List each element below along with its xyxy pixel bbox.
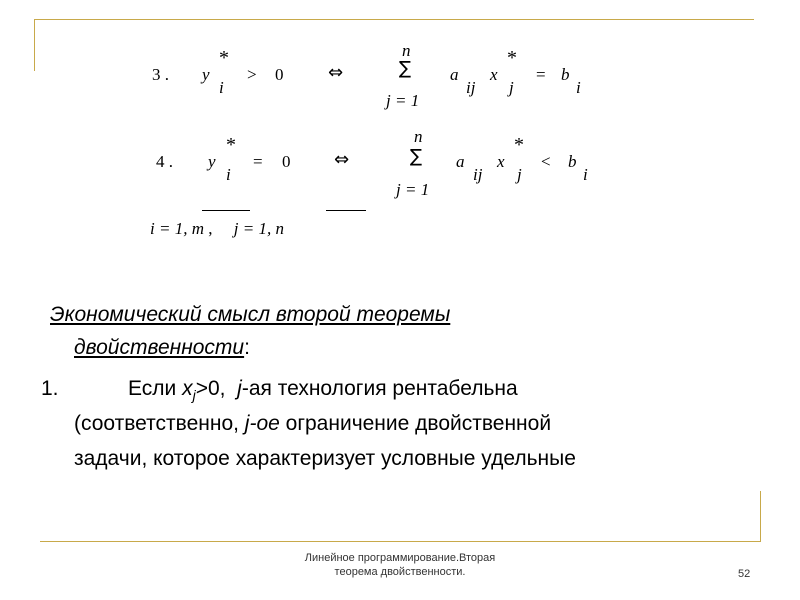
item-x-var: x	[182, 377, 193, 400]
heading-line-1	[50, 302, 450, 327]
eq4-lhs-sup: *	[226, 134, 236, 156]
index-separator: ,	[203, 219, 234, 238]
eq4-b: b	[568, 152, 577, 171]
item-line2-italic: j-ое	[244, 412, 280, 435]
item-x-sub: j	[192, 387, 196, 404]
eq4-b-sub: i	[583, 165, 588, 184]
eq4-sum-bottom: j = 1	[396, 180, 430, 199]
item-line2-post: ограничение двойственной	[279, 412, 552, 435]
eq3-x: x	[490, 65, 498, 84]
i-range-overline	[202, 210, 250, 211]
eq3-rel: =	[536, 65, 546, 84]
eq3-x-sub: j	[509, 78, 514, 97]
heading-text-2: двойственности	[74, 336, 245, 359]
index-i-part: i =	[150, 219, 175, 238]
eq3-b-sub: i	[576, 78, 581, 97]
eq4-op: =	[253, 152, 263, 171]
eq4-sum-symbol: ∑	[410, 146, 423, 167]
item-line2-pre: (соответственно,	[74, 412, 245, 435]
item-j-var: j	[237, 377, 242, 400]
heading-line-2	[74, 335, 250, 360]
eq4-x-sub: j	[517, 165, 522, 184]
eq4-sum-top: n	[414, 127, 423, 146]
eq4-a-sub: ij	[473, 165, 483, 184]
item-line1-mid: >0,	[195, 377, 238, 400]
eq4-x-sup: *	[514, 134, 524, 156]
index-j-part: j =	[233, 219, 259, 238]
footer-title-line-2: теорема двойственности.	[334, 565, 466, 578]
eq4-a: a	[456, 152, 465, 171]
heading-colon: :	[244, 336, 250, 359]
eq3-sum-top: n	[402, 41, 411, 60]
list-item-line-1	[128, 376, 518, 404]
eq3-lhs-sub: i	[219, 78, 224, 97]
eq3-val: 0	[275, 65, 284, 84]
frame-right-line	[760, 491, 761, 542]
eq3-number: 3 .	[152, 65, 169, 84]
eq4-val: 0	[282, 152, 291, 171]
list-item-line-2	[74, 411, 551, 436]
eq3-lhs-var: y	[202, 65, 210, 84]
frame-top-line	[34, 19, 754, 20]
eq4-lhs-sub: i	[226, 165, 231, 184]
eq3-lhs-sup: *	[219, 47, 229, 69]
eq3-a-sub: ij	[466, 78, 476, 97]
item-line1-post: -ая технология рентабельна	[241, 377, 518, 400]
eq3-x-sup: *	[507, 47, 517, 69]
eq3-a: a	[450, 65, 459, 84]
eq3-b: b	[561, 65, 570, 84]
list-item-line-3: задачи, которое характеризует условные удельные	[74, 447, 576, 470]
eq3-sum-bottom: j = 1	[386, 91, 420, 110]
footer-title-line-1: Линейное программирование.Вторая	[304, 552, 496, 564]
eq4-equiv-symbol: ⇔	[334, 149, 350, 170]
eq3-op: >	[247, 65, 257, 84]
eq4-lhs-var: y	[208, 152, 216, 171]
heading-text-1: Экономический смысл второй теоремы	[50, 303, 451, 326]
list-item-number: 1.	[41, 377, 59, 400]
index-j-range: 1, n	[258, 219, 284, 238]
frame-left-line	[34, 19, 35, 71]
eq4-x: x	[497, 152, 505, 171]
frame-bottom-line	[40, 541, 760, 542]
eq3-sum-symbol: ∑	[399, 58, 412, 79]
footer-title	[290, 552, 510, 580]
page-number: 52	[738, 568, 751, 580]
eq4-number: 4 .	[156, 152, 173, 171]
eq4-rel: <	[541, 152, 551, 171]
j-range-overline	[326, 210, 366, 211]
index-i-range: 1, m	[174, 219, 204, 238]
item-line1-pre: Если	[128, 377, 183, 400]
eq3-equiv-symbol: ⇔	[328, 62, 344, 83]
